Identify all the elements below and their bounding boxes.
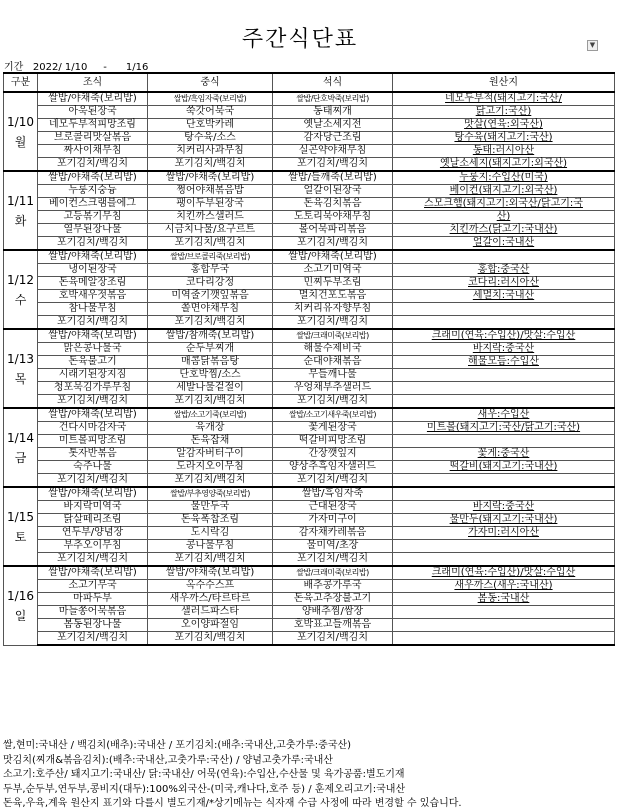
origin-item: 새우:수입산 — [393, 408, 615, 422]
lunch-item: 물만두국 — [148, 501, 273, 514]
breakfast-item: 포기김치/백김치 — [38, 158, 148, 172]
breakfast-item: 쌀밥/야채죽(보리밥) — [38, 250, 148, 264]
lunch-item: 쩡어야채볶음밥 — [148, 185, 273, 198]
origin-item: 코다리:러시아산 — [393, 277, 615, 290]
note-line: 돈육,우육,계육 원산지 표기와 다를시 별도기재/*상기메뉴는 식자재 수급 사정에 따라 변경할 수 있습니다. — [3, 798, 462, 809]
dinner-item: 돈육김치볶음 — [273, 198, 393, 211]
dinner-item: 무들깨나물 — [273, 369, 393, 382]
dinner-item: 우엉채부추샐러드 — [273, 382, 393, 395]
table-row — [4, 382, 615, 395]
lunch-item: 오이양파절임 — [148, 619, 273, 632]
lunch-item: 단호박카레 — [148, 119, 273, 132]
dinner-item: 해물수제비국 — [273, 343, 393, 356]
dinner-item: 포기김치/백김치 — [273, 237, 393, 251]
origin-item: 봄동:국내산 — [393, 593, 615, 606]
table-row — [4, 606, 615, 619]
breakfast-item: 참나물무침 — [38, 303, 148, 316]
breakfast-item: 바지락미역국 — [38, 501, 148, 514]
origin-item: 동태:러시아산 — [393, 145, 615, 158]
origin-item: 크래미(연육:수입산)/맛살:수입산 — [393, 329, 615, 343]
day-cell — [4, 408, 38, 487]
lunch-item: 홍합무국 — [148, 264, 273, 277]
origin-item: 바지락:중국산 — [393, 343, 615, 356]
origin-item: 옛날소세지(돼지고기:외국산) — [393, 158, 615, 172]
lunch-item: 쌀밥/야채죽(보리밥) — [148, 171, 273, 185]
breakfast-item: 닭살떼리조림 — [38, 514, 148, 527]
origin-item — [393, 540, 615, 553]
day-date: 1/14 — [7, 430, 34, 445]
dinner-item: 실곤약야채무침 — [273, 145, 393, 158]
day-cell — [4, 250, 38, 329]
lunch-item: 치킨까스샐러드 — [148, 211, 273, 224]
table-row — [4, 356, 615, 369]
dinner-item: 포기김치/백김치 — [273, 474, 393, 488]
day-date: 1/11 — [7, 193, 34, 208]
lunch-item: 시금치나물/요구르트 — [148, 224, 273, 237]
breakfast-item: 포기김치/백김치 — [38, 316, 148, 330]
day-weekday: 목 — [14, 371, 27, 386]
breakfast-item: 네모두부적피망조림 — [38, 119, 148, 132]
note-line: 맛김치(찌개&볶음김치):(배추:국내산,고춧가루:국산) / 양념고춧가루:국내산 — [3, 754, 333, 766]
breakfast-item: 쌀밥/야채죽(보리밥) — [38, 408, 148, 422]
dinner-item: 호박표고들깨볶음 — [273, 619, 393, 632]
origin-item: 베이컨(돼지고기:외국산) — [393, 185, 615, 198]
dinner-item: 돈육고추장불고기 — [273, 593, 393, 606]
lunch-item: 옥수수스프 — [148, 580, 273, 593]
table-row — [4, 119, 615, 132]
origin-item: 누룽지:수입산(미국) — [393, 171, 615, 185]
table-header-row — [4, 73, 615, 92]
origin-item — [393, 395, 615, 409]
origin-item: 새우까스(새우:국내산) — [393, 580, 615, 593]
lunch-item: 돈육폭찹조림 — [148, 514, 273, 527]
table-row — [4, 527, 615, 540]
origin-item: 얼갈이:국내산 — [393, 237, 615, 251]
lunch-item: 매콤닭볶음탕 — [148, 356, 273, 369]
lunch-item: 순두부찌개 — [148, 343, 273, 356]
lunch-item: 쌀밥/야채죽(보리밥) — [148, 566, 273, 580]
dinner-item: 배추콩가루국 — [273, 580, 393, 593]
breakfast-item: 톳자반볶음 — [38, 448, 148, 461]
table-row — [4, 580, 615, 593]
lunch-item: 쌀밥/참깨죽(보리밥) — [148, 329, 273, 343]
day-weekday: 화 — [14, 213, 27, 228]
day-cell — [4, 487, 38, 566]
lunch-item: 쌀밥/브로콜리죽(보리밥) — [148, 250, 273, 264]
dinner-item: 민찌두부조림 — [273, 277, 393, 290]
breakfast-item: 호박새우젓볶음 — [38, 290, 148, 303]
table-row — [4, 369, 615, 382]
origin-item: 해물모듬:수입산 — [393, 356, 615, 369]
origin-item — [393, 619, 615, 632]
lunch-item: 포기김치/백김치 — [148, 474, 273, 488]
lunch-item: 쫄면야채무침 — [148, 303, 273, 316]
dinner-item: 멸치건포도볶음 — [273, 290, 393, 303]
dinner-item: 양상추흑임자샐러드 — [273, 461, 393, 474]
table-row — [4, 198, 615, 211]
breakfast-item: 미트볼피망조림 — [38, 435, 148, 448]
breakfast-item: 포기김치/백김치 — [38, 553, 148, 567]
dinner-item: 물미역/초장 — [273, 540, 393, 553]
table-row — [4, 132, 615, 145]
dinner-item: 근대된장국 — [273, 501, 393, 514]
table-row — [4, 540, 615, 553]
lunch-item: 쌀밥/흑임자죽(보리밥) — [148, 92, 273, 106]
origin-item: 홍합:중국산 — [393, 264, 615, 277]
header-origin: 원산지 — [393, 73, 615, 92]
lunch-item: 포기김치/백김치 — [148, 158, 273, 172]
lunch-item: 콩나물무침 — [148, 540, 273, 553]
table-row — [4, 106, 615, 119]
table-row — [4, 158, 615, 172]
lunch-item: 포기김치/백김치 — [148, 632, 273, 646]
breakfast-item: 쌀밥/야채죽(보리밥) — [38, 92, 148, 106]
lunch-item: 샐러드파스타 — [148, 606, 273, 619]
breakfast-item: 마늘쫑어묵볶음 — [38, 606, 148, 619]
dinner-item: 포기김치/백김치 — [273, 316, 393, 330]
dinner-item: 쌀밥/들깨죽(보리밥) — [273, 171, 393, 185]
lunch-item: 포기김치/백김치 — [148, 395, 273, 409]
lunch-item: 새우까스/타르타르 — [148, 593, 273, 606]
table-row — [4, 514, 615, 527]
lunch-item: 미역줄기깻잎볶음 — [148, 290, 273, 303]
lunch-item: 쌀밥/부추영양죽(보리밥) — [148, 487, 273, 501]
table-row — [4, 303, 615, 316]
table-row — [4, 250, 615, 264]
filter-dropdown-icon[interactable]: ▼ — [587, 40, 598, 51]
breakfast-item: 청포묵김가루무침 — [38, 382, 148, 395]
dinner-item: 포기김치/백김치 — [273, 158, 393, 172]
table-row — [4, 145, 615, 158]
origin-item — [393, 303, 615, 316]
lunch-item: 도시락김 — [148, 527, 273, 540]
breakfast-item: 숙주나물 — [38, 461, 148, 474]
origin-item: 바지락:중국산 — [393, 501, 615, 514]
breakfast-item: 포기김치/백김치 — [38, 237, 148, 251]
period-end: 1/16 — [125, 62, 149, 73]
table-row — [4, 211, 615, 224]
lunch-item: 알감자버터구이 — [148, 448, 273, 461]
origin-item — [393, 369, 615, 382]
origin-item — [393, 382, 615, 395]
breakfast-item: 봄동된장나물 — [38, 619, 148, 632]
dinner-item: 소고기미역국 — [273, 264, 393, 277]
dinner-item: 얼갈이된장국 — [273, 185, 393, 198]
table-row — [4, 290, 615, 303]
breakfast-item: 냉이된장국 — [38, 264, 148, 277]
table-row — [4, 277, 615, 290]
table-row — [4, 566, 615, 580]
breakfast-item: 포기김치/백김치 — [38, 632, 148, 646]
breakfast-item: 돈육메알장조림 — [38, 277, 148, 290]
dinner-item: 떡갈비피망조림 — [273, 435, 393, 448]
origin-item — [393, 474, 615, 488]
origin-item — [393, 435, 615, 448]
origin-item: 가자미:러시아산 — [393, 527, 615, 540]
lunch-item: 쑥갓어묵국 — [148, 106, 273, 119]
lunch-item: 포기김치/백김치 — [148, 553, 273, 567]
origin-item — [393, 606, 615, 619]
table-row — [4, 316, 615, 330]
table-row — [4, 171, 615, 185]
dinner-item: 순대야채볶음 — [273, 356, 393, 369]
day-cell — [4, 92, 38, 171]
page-title: 주간식단표 — [241, 27, 359, 52]
table-row — [4, 224, 615, 237]
table-row — [4, 593, 615, 606]
breakfast-item: 소고기무국 — [38, 580, 148, 593]
day-cell — [4, 329, 38, 408]
dinner-item: 쌀밥/흑임자죽 — [273, 487, 393, 501]
origin-item: 맛살(연육:외국산) — [393, 119, 615, 132]
origin-item — [393, 632, 615, 646]
origin-item: 세멸치:국내산 — [393, 290, 615, 303]
day-weekday: 월 — [14, 134, 27, 149]
dinner-item: 꽃게된장국 — [273, 422, 393, 435]
origin-item — [393, 487, 615, 501]
note-line: 쌀,현미:국내산 / 백김치(배추):국내산 / 포기김치:(배추:국내산,고춧가루:중국산) — [3, 740, 352, 751]
origin-notes — [3, 739, 639, 812]
table-row — [4, 619, 615, 632]
period-label: 기간 — [4, 62, 24, 73]
breakfast-item: 아욱된장국 — [38, 106, 148, 119]
breakfast-item: 돈육불고기 — [38, 356, 148, 369]
breakfast-item: 짜사이채무침 — [38, 145, 148, 158]
breakfast-item: 부추오이무침 — [38, 540, 148, 553]
breakfast-item: 포기김치/백김치 — [38, 474, 148, 488]
lunch-item: 육개장 — [148, 422, 273, 435]
header-category: 구분 — [4, 73, 38, 92]
breakfast-item: 연두부/양념장 — [38, 527, 148, 540]
dinner-item: 도토리묵야채무침 — [273, 211, 393, 224]
dinner-item: 옛날소세지전 — [273, 119, 393, 132]
table-row — [4, 553, 615, 567]
table-row — [4, 329, 615, 343]
day-weekday: 토 — [14, 529, 27, 544]
breakfast-item: 맑은콩나물국 — [38, 343, 148, 356]
breakfast-item: 고등볶기무침 — [38, 211, 148, 224]
lunch-item: 탕수육/소스 — [148, 132, 273, 145]
origin-item: 물만두(돼지고기:국내산) — [393, 514, 615, 527]
origin-item: 크래미(연육:수입산)/맛살:수입산 — [393, 566, 615, 580]
dinner-item: 볼어묵파리볶음 — [273, 224, 393, 237]
lunch-item: 도라지오이무침 — [148, 461, 273, 474]
table-row — [4, 237, 615, 251]
origin-item: 네모두부적(돼지고기:국산/ — [393, 92, 615, 106]
breakfast-item: 누룽지숭늉 — [38, 185, 148, 198]
breakfast-item: 시래기된장지짐 — [38, 369, 148, 382]
origin-item: 치킨까스(닭고기:국내산) — [393, 224, 615, 237]
breakfast-item: 열무된장나물 — [38, 224, 148, 237]
note-line: 두부,순두부,연두부,콩비지(대두):100%외국산-(미국,캐나다,호주 등) / 훈제오리고기:국내산 — [3, 783, 406, 795]
period-row — [4, 58, 148, 73]
table-row — [4, 435, 615, 448]
origin-item: 미트볼(돼지고기:국산/닭고기:국산) — [393, 422, 615, 435]
day-date: 1/10 — [7, 114, 34, 129]
breakfast-item: 브로콜리맛살볶음 — [38, 132, 148, 145]
menu-body — [4, 92, 615, 645]
table-row — [4, 395, 615, 409]
dinner-item: 동태찌개 — [273, 106, 393, 119]
origin-item: 떡갈비(돼지고기:국내산) — [393, 461, 615, 474]
origin-item: 꽃게:중국산 — [393, 448, 615, 461]
table-row — [4, 461, 615, 474]
day-cell — [4, 566, 38, 645]
origin-item — [393, 316, 615, 330]
lunch-item: 포기김치/백김치 — [148, 237, 273, 251]
day-date: 1/15 — [7, 509, 34, 524]
dinner-item: 쌀밥/야채죽(보리밥) — [273, 250, 393, 264]
day-weekday: 일 — [14, 608, 27, 623]
table-row — [4, 501, 615, 514]
dinner-item: 간장깻잎지 — [273, 448, 393, 461]
lunch-item: 돈육잡채 — [148, 435, 273, 448]
day-date: 1/13 — [7, 351, 34, 366]
period-dash: - — [103, 62, 107, 73]
dinner-item: 감자당근조림 — [273, 132, 393, 145]
lunch-item: 쌀밥/소고기죽(보리밥) — [148, 408, 273, 422]
breakfast-item: 쌀밥/야채죽(보리밥) — [38, 566, 148, 580]
dinner-item: 포기김치/백김치 — [273, 553, 393, 567]
period-start: 2022/ 1/10 — [32, 62, 88, 73]
breakfast-item: 마파두부 — [38, 593, 148, 606]
origin-item — [393, 250, 615, 264]
lunch-item: 코다리강정 — [148, 277, 273, 290]
breakfast-item: 쌀밥/야채죽(보리밥) — [38, 171, 148, 185]
day-date: 1/12 — [7, 272, 34, 287]
breakfast-item: 쌀밥/야채죽(보리밥) — [38, 487, 148, 501]
lunch-item: 세발나물겉절이 — [148, 382, 273, 395]
origin-item: 닭고기:국산) — [393, 106, 615, 119]
header-dinner: 석식 — [273, 73, 393, 92]
header-lunch: 중식 — [148, 73, 273, 92]
lunch-item: 치커리사과무침 — [148, 145, 273, 158]
dinner-item: 쌀밥/단호박죽(보리밥) — [273, 92, 393, 106]
origin-item: 스모크햄(돼지고기:외국산/닭고기:국 — [393, 198, 615, 211]
dinner-item: 쌀밥/소고기새우죽(보리밥) — [273, 408, 393, 422]
dinner-item: 가자미구이 — [273, 514, 393, 527]
table-row — [4, 343, 615, 356]
table-row — [4, 422, 615, 435]
dinner-item: 양배추찜/쌈장 — [273, 606, 393, 619]
table-row — [4, 474, 615, 488]
weekly-menu-table — [3, 72, 615, 646]
header-breakfast: 조식 — [38, 73, 148, 92]
dinner-item: 쌀밥/크래미죽(보리밥) — [273, 329, 393, 343]
table-row — [4, 632, 615, 646]
day-weekday: 금 — [14, 450, 27, 465]
table-row — [4, 448, 615, 461]
breakfast-item: 건다시마감자국 — [38, 422, 148, 435]
origin-item: 산) — [393, 211, 615, 224]
lunch-item: 단호박찜/소스 — [148, 369, 273, 382]
table-row — [4, 92, 615, 106]
dinner-item: 쌀밥/크래미죽(보리밥) — [273, 566, 393, 580]
breakfast-item: 포기김치/백김치 — [38, 395, 148, 409]
day-date: 1/16 — [7, 588, 34, 603]
dinner-item: 감자채카레볶음 — [273, 527, 393, 540]
day-cell — [4, 171, 38, 250]
day-weekday: 수 — [14, 292, 27, 307]
lunch-item: 팽이두부된장국 — [148, 198, 273, 211]
breakfast-item: 쌀밥/야채죽(보리밥) — [38, 329, 148, 343]
table-row — [4, 185, 615, 198]
table-row — [4, 264, 615, 277]
dinner-item: 포기김치/백김치 — [273, 632, 393, 646]
note-line: 소고기:호주산/ 돼지고기:국내산/ 닭:국내산/ 어묵(연육):수입산,수산물 및 육가공품:별도기재 — [3, 769, 405, 780]
origin-item: 탕수육(돼지고기:국산) — [393, 132, 615, 145]
lunch-item: 포기김치/백김치 — [148, 316, 273, 330]
dinner-item: 포기김치/백김치 — [273, 395, 393, 409]
table-row — [4, 487, 615, 501]
origin-item — [393, 553, 615, 567]
table-row — [4, 408, 615, 422]
breakfast-item: 베이컨스크램블에그 — [38, 198, 148, 211]
dinner-item: 치커리유자향무침 — [273, 303, 393, 316]
